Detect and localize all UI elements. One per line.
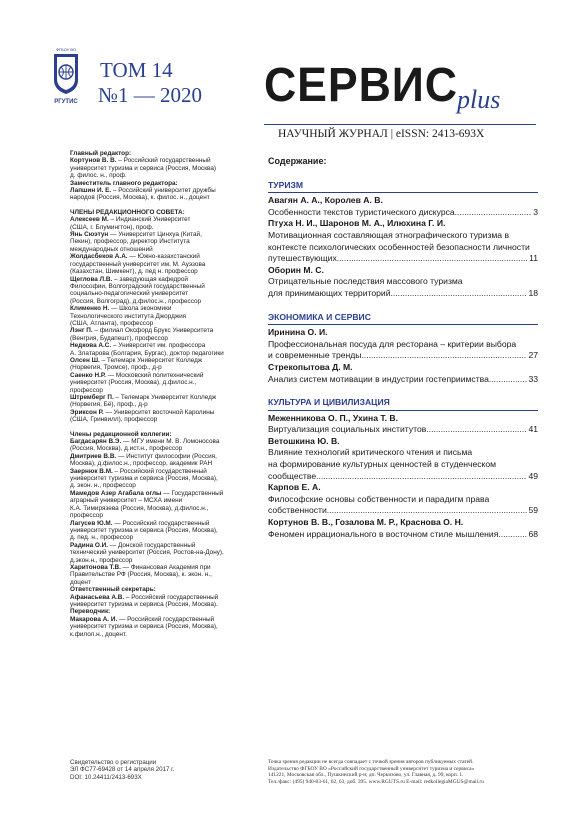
- logo-text-bottom: РГУТИС: [54, 99, 78, 105]
- entry-page-number: 27: [528, 350, 538, 361]
- board-line: [70, 527, 250, 534]
- entry-title-last-line: [268, 253, 538, 265]
- board-line-text: профессор: [70, 512, 103, 520]
- entry-title-last-line: [268, 350, 538, 362]
- board-member-name: Лагусев Ю.М.: [70, 519, 113, 527]
- entry-leader-dots: [337, 253, 528, 265]
- board-line-text: (США, г. Блумингтон), проф.: [70, 223, 154, 231]
- board-line: [70, 401, 250, 408]
- entry-title-text: путешествующих: [268, 253, 337, 264]
- board-line-text: – Индианский Университет: [108, 216, 191, 224]
- board-line-text: (Норвегия, Тромсе), проф., д-р: [70, 364, 162, 372]
- contents-entry: [268, 265, 538, 300]
- board-member-name: Харитонова Т.В.: [70, 563, 121, 571]
- board-line-text: – заведующая кафедрой: [112, 275, 188, 283]
- board-line: [70, 623, 250, 630]
- contents-entry: [268, 195, 538, 218]
- entry-title-last-line: [268, 505, 538, 517]
- entry-authors: Меженникова О. П., Ухина Т. В.: [268, 412, 399, 423]
- board-member-name: Лапшин И. Е.: [70, 187, 112, 195]
- board-line-text: – Университет им. профессора: [111, 342, 206, 350]
- board-line: [70, 194, 250, 201]
- entry-page-number: 18: [528, 287, 538, 298]
- board-line: [70, 571, 250, 578]
- board-line-text: – Российский государственный: [112, 467, 207, 475]
- board-member-name: Мамедов Азер Агабала оглы: [70, 489, 162, 497]
- board-line-text: Москва), д.филос.н., профессор, академик РАН: [70, 460, 213, 468]
- contents-entry: [268, 362, 538, 385]
- header-divider: [264, 124, 536, 125]
- contents-title: Содержание:: [268, 156, 327, 166]
- section-heading: ТУРИЗМ: [268, 179, 304, 190]
- board-heading: Главный редактор:: [70, 150, 132, 157]
- board-line-text: (Россия, Москва), д.ист.н., профессор: [70, 445, 183, 453]
- entry-leader-dots: [316, 471, 527, 483]
- board-line-text: – филиал Оксфорд Брукс Университета: [92, 327, 214, 335]
- board-line: [70, 505, 250, 512]
- board-member-name: Радина О.И.: [70, 541, 109, 549]
- board-line-text: к.филол.н., доцент.: [70, 630, 127, 638]
- board-line-text: университет туризма и сервиса (Россия, Москва): [70, 164, 217, 172]
- board-line: [70, 631, 250, 638]
- entry-title-line: Отрицательные последствия массового туризма: [268, 276, 463, 287]
- board-line-text: технический университет (Россия, Ростов-на-Дону),: [70, 549, 224, 557]
- board-line-text: — Российский государственный: [112, 519, 210, 527]
- entry-page-number: 68: [528, 528, 538, 539]
- board-line: [70, 394, 250, 401]
- board-line: [70, 460, 250, 467]
- board-line-text: профессор: [70, 386, 103, 394]
- entry-title-text: Особенности текстов туристического дискурса: [268, 206, 455, 217]
- section-rule: [268, 410, 538, 411]
- board-gap: [70, 202, 250, 209]
- board-member-name: Макарова А. И.: [70, 615, 118, 623]
- contents-entry: [268, 413, 538, 436]
- entry-title-text: и современные тренды: [268, 350, 362, 361]
- board-line-text: д. экон. н., профессор: [70, 482, 136, 490]
- board-line: [70, 549, 250, 556]
- board-line-text: социально-педагогический университет: [70, 290, 189, 298]
- board-line-text: — Московский политехнический: [105, 371, 204, 379]
- board-line-text: д.экон.н., профессор: [70, 556, 133, 564]
- board-line: [70, 616, 250, 623]
- board-line: [70, 313, 250, 320]
- entry-title-line: контексте психологических особенностей безопасности личности: [268, 241, 530, 252]
- board-line: [70, 475, 250, 482]
- entry-title-text: Анализ систем мотивации в индустрии гостеприимства: [268, 373, 489, 384]
- board-member-name: Багдасарян В.Э.: [70, 438, 122, 446]
- entry-page-number: 49: [528, 470, 538, 481]
- board-line: [70, 231, 250, 238]
- board-line: [70, 416, 250, 423]
- entry-authors: Птуха Н. И., Шаронов М. А., Илюхина Г. И.: [268, 218, 446, 229]
- board-line-text: — Донской государственный: [108, 541, 196, 549]
- entry-title-last-line: [268, 288, 538, 300]
- board-line-text: – Российский государственный: [124, 593, 219, 601]
- board-line: [70, 238, 250, 245]
- board-member-name: Клименко Н.: [70, 305, 110, 313]
- board-line-text: — Школа экономики: [109, 305, 172, 313]
- board-member-name: Жолдасбеков А.А.: [70, 253, 128, 261]
- entry-title-line: Философские основы собственности и парадигм права: [268, 493, 490, 504]
- board-line: [70, 335, 250, 342]
- university-logo: [50, 46, 82, 108]
- entry-authors: Кортунов В. В., Гозалова М. Р., Краснова О. Н.: [268, 517, 464, 528]
- entry-authors: Карпов Е. А.: [268, 482, 321, 493]
- board-heading: Переводчик:: [70, 608, 111, 616]
- board-line: [70, 276, 250, 283]
- board-member-name: Саенко Н.Р.: [70, 371, 106, 379]
- issue-label: №1 — 2020: [98, 83, 203, 107]
- entry-authors: Ветошкина Ю. В.: [268, 435, 340, 446]
- board-line: [70, 165, 250, 172]
- entry-page-number: 59: [528, 505, 538, 516]
- board-line: [70, 468, 250, 475]
- board-line-text: университет туризма и сервиса (Россия, Москва),: [70, 526, 218, 534]
- contents-entry: [268, 436, 538, 482]
- entry-title-text: Виртуализация социальных институтов: [268, 424, 427, 435]
- publisher-footer-line: Издательство ФГБОУ ВО «Российский государственный университет туризма и сервиса»: [268, 765, 475, 772]
- board-line-text: — МГУ имени М. В. Ломоносова: [121, 438, 220, 446]
- board-line-text: университет туризма и сервиса (Россия, Москва),: [70, 475, 218, 483]
- board-line-text: университет (Россия, Москва), д.филос.н.,: [70, 379, 197, 387]
- board-member-name: Афанасьева А.В.: [70, 593, 125, 601]
- board-line-text: аграрный университет – МСХА имени: [70, 497, 183, 505]
- board-line: [70, 357, 250, 364]
- board-line: [70, 601, 250, 608]
- board-line-text: — Институт философии (Россия,: [116, 452, 217, 460]
- board-line: [70, 534, 250, 541]
- board-heading: ЧЛЕНЫ РЕДАКЦИОННОГО СОВЕТА:: [70, 208, 185, 216]
- journal-title-main: СЕРВИС: [264, 59, 458, 112]
- editorial-board: [70, 150, 250, 638]
- board-line-text: университет туризма и сервиса (Россия, Москва).: [70, 600, 218, 608]
- board-heading: Заместитель главного редактора:: [70, 179, 178, 187]
- registration-line: Свидетельство о регистрации: [70, 759, 157, 766]
- board-member-name: Штремберг П.: [70, 394, 114, 401]
- entry-title-text: сообществе: [268, 470, 317, 481]
- board-line-text: — Университет Цинхуа (Китай,: [108, 231, 202, 239]
- board-line-text: Философии, Волгоградский государственный: [70, 282, 205, 290]
- entry-authors: Оборин М. С.: [268, 264, 324, 275]
- board-member-name: Лэнг П.: [70, 327, 93, 335]
- board-line: [70, 342, 250, 349]
- board-line-text: (США, Гринвилл), профессор: [70, 416, 158, 424]
- board-member-name: Кортунов В. В.: [70, 157, 117, 165]
- board-line: [70, 172, 250, 179]
- entry-leader-dots: [426, 424, 527, 436]
- board-line-text: – Российский университет дружбы: [111, 187, 216, 195]
- board-line: [70, 594, 250, 601]
- board-line-text: — Южно-казахстанский: [127, 253, 200, 261]
- entry-title-text: для принимающих территорий: [268, 287, 391, 298]
- board-line-text: университет туризма и сервиса (Россия, Москва),: [70, 623, 218, 631]
- entry-leader-dots: [498, 529, 527, 541]
- entry-leader-dots: [361, 350, 527, 362]
- board-line-text: — Государственный: [161, 489, 224, 497]
- entry-title-last-line: [268, 529, 538, 541]
- board-member-name: Олсен Ш.: [70, 356, 100, 364]
- section-heading: ЭКОНОМИКА И СЕРВИС: [268, 311, 371, 322]
- entry-title-text: собственности: [268, 505, 327, 516]
- board-line: [70, 482, 250, 489]
- board-line-text: д. филос. н., проф.: [70, 172, 127, 180]
- board-line-text: А. Златарова (Болгария, Бургас), доктор педагогики: [70, 349, 224, 357]
- journal-title: [264, 58, 501, 122]
- registration-line: DOI: 10.24411/2413-693X: [70, 773, 142, 781]
- table-of-contents: [268, 156, 538, 540]
- board-line: [70, 379, 250, 386]
- entry-title-last-line: [268, 207, 538, 219]
- entry-page-number: 11: [529, 253, 538, 264]
- entry-page-number: 3: [533, 206, 538, 217]
- board-line: [70, 253, 250, 260]
- board-line: [70, 409, 250, 416]
- entry-authors: Иринина О. И.: [268, 327, 328, 338]
- contents-entry: [268, 218, 538, 264]
- contents-entry: [268, 482, 538, 517]
- board-line-text: (Россия, Волгоград), д.филос.н., профессор: [70, 297, 202, 305]
- publisher-footer: [268, 759, 548, 785]
- board-line-text: (США, Атланта), профессор: [70, 319, 154, 327]
- board-gap: [70, 424, 250, 431]
- board-heading: Члены редакционной коллегии:: [70, 430, 172, 438]
- board-heading: Ответственный секретарь:: [70, 586, 156, 594]
- entry-leader-dots: [455, 207, 533, 219]
- publisher-footer-line: Точка зрения редакции не всегда совпадает с точкой зрения авторов публикуемых статей.: [268, 759, 474, 765]
- entry-authors: Стрекопытова Д. М.: [268, 361, 353, 372]
- board-line: [70, 497, 250, 504]
- board-member-name: Алексеев М.: [70, 216, 109, 224]
- entry-page-number: 33: [528, 373, 538, 384]
- entry-leader-dots: [489, 374, 528, 386]
- journal-subtitle: НАУЧНЫЙ ЖУРНАЛ | eISSN: 2413-693X: [278, 128, 485, 140]
- entry-authors: Авагян А. А., Королев А. В.: [268, 195, 383, 206]
- board-line-text: государственный университет им. М. Ауэзова: [70, 260, 206, 268]
- board-line: [70, 557, 250, 564]
- board-member-name: Заернюк В.М.: [70, 467, 113, 475]
- board-line: [70, 327, 250, 334]
- board-line: [70, 438, 250, 445]
- board-line: [70, 216, 250, 223]
- entry-title-line: на формирование культурных ценностей в студенческом: [268, 459, 497, 470]
- logo-text-top: ФГБОУ ВО: [55, 47, 77, 52]
- contents-entry: [268, 327, 538, 362]
- section-rule: [268, 324, 538, 325]
- entry-title-line: Влияние технологий критического чтения и письма: [268, 447, 473, 458]
- board-member-name: Янь Сюэтун: [70, 231, 109, 239]
- entry-title-line: Мотивационная составляющая этнографического туризма в: [268, 229, 510, 240]
- board-line: [70, 157, 250, 164]
- entry-title-last-line: [268, 424, 538, 436]
- board-line-text: – Российский государственный: [116, 157, 211, 165]
- board-member-name: Дмитриев В.В.: [70, 452, 117, 460]
- board-line: [70, 512, 250, 519]
- board-line-text: народов (Россия, Москва), к. филос. н., доцент: [70, 194, 210, 202]
- board-line-text: (Казахстан, Шимкент), д. пед н. профессор: [70, 268, 198, 276]
- journal-title-plus: plus: [457, 85, 501, 114]
- board-line: [70, 364, 250, 371]
- board-member-name: Недкова А.С.: [70, 342, 112, 350]
- registration-line: ЭЛ ФС77-69428 от 14 апреля 2017 г.: [70, 766, 175, 774]
- entry-title-line: Профессиональная посуда для ресторана – критерии выбора: [268, 338, 517, 349]
- board-line-text: д. пед. н., профессор: [70, 534, 134, 542]
- board-line-text: международных отношений: [70, 245, 153, 253]
- volume-label: ТОМ 14: [100, 58, 173, 82]
- board-line-text: (Норвегия, Бё), проф., д-р: [70, 401, 148, 409]
- board-line: [70, 350, 250, 357]
- entry-title-last-line: [268, 374, 538, 386]
- publisher-footer-line: Тел./факс: (495) 940-83-61, 62, 63, доб. 395. www.RGUTS.ru E-mail: redkollegiaMGUS@mail.ru: [268, 778, 484, 785]
- board-line: [70, 224, 250, 231]
- entry-title-last-line: [268, 471, 538, 483]
- board-line-text: доцент: [70, 578, 91, 586]
- board-line-text: Технологического института Джорджия: [70, 312, 187, 320]
- board-line-text: — Финансовая Академия при: [120, 563, 211, 571]
- board-line-text: К.А. Тимирязева (Россия, Москва), д.филос.н.,: [70, 504, 209, 512]
- board-line-text: – Телемарк Университет Колледж: [99, 356, 203, 364]
- board-line: [70, 372, 250, 379]
- board-line: [70, 520, 250, 527]
- board-line-text: Правительстве РФ (Россия, Москва), к. экон. н.,: [70, 571, 212, 579]
- board-member-name: Эриксон Р.: [70, 408, 104, 416]
- section-heading: КУЛЬТУРА И ЦИВИЛИЗАЦИЯ: [268, 397, 390, 408]
- board-line-text: (Венгрия, Будапешт), профессор: [70, 334, 168, 342]
- entry-title-text: Феномен иррационального в восточном стиле мышления: [268, 528, 499, 539]
- board-line: [70, 445, 250, 452]
- board-member-name: Щеглова Л.В.: [70, 275, 113, 283]
- section-rule: [268, 192, 538, 193]
- board-line-text: — Университет восточной Каролины: [103, 408, 215, 416]
- board-line: [70, 268, 250, 275]
- entry-leader-dots: [327, 505, 528, 517]
- board-line: [70, 298, 250, 305]
- board-line: [70, 305, 250, 312]
- entry-page-number: 41: [528, 424, 538, 435]
- contents-entry: [268, 517, 538, 540]
- board-line-text: – Телемарк Университет Колледж: [113, 394, 217, 401]
- board-line: [70, 290, 250, 297]
- contents-sections: [268, 180, 538, 541]
- board-line: [70, 320, 250, 327]
- entry-leader-dots: [391, 288, 528, 300]
- board-line: [70, 564, 250, 571]
- registration-info: [70, 759, 250, 781]
- board-line: [70, 387, 250, 394]
- board-line: [70, 542, 250, 549]
- publisher-footer-line: 141221, Московская обл., Пушкинский р-н, дп. Черкизово, ул. Главная, д. 99, корп. 1.: [268, 772, 464, 779]
- board-line: [70, 453, 250, 460]
- board-line-text: — Российский государственный: [117, 615, 215, 623]
- board-line: [70, 261, 250, 268]
- board-line-text: Пекин), профессор, директор Института: [70, 238, 190, 246]
- board-line: [70, 187, 250, 194]
